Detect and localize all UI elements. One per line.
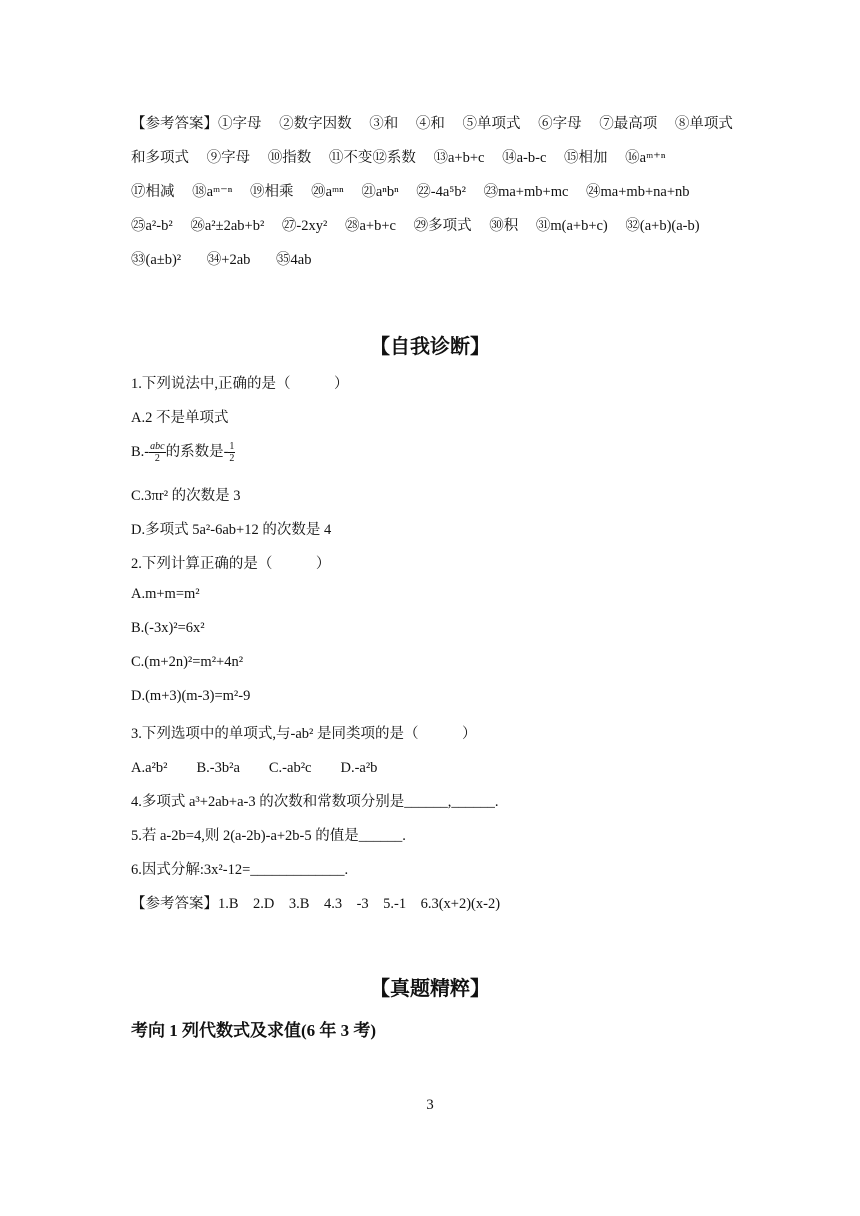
question-1-option-a: A.2 不是单项式 bbox=[131, 410, 229, 426]
answer-item: ㉒-4a⁵b² bbox=[416, 184, 466, 200]
question-5: 5.若 a-2b=4,则 2(a-2b)-a+2b-5 的值是______. bbox=[131, 828, 406, 844]
reference-answers-row-4 bbox=[131, 214, 700, 235]
answer-item: ②数字因数 bbox=[279, 116, 352, 132]
fraction-1-over-2 bbox=[228, 441, 235, 464]
answer-item: ⑪不变⑫系数 bbox=[328, 150, 416, 166]
option-b-prefix: B.- bbox=[131, 444, 150, 460]
question-6: 6.因式分解:3x²-12=_____________. bbox=[131, 862, 349, 878]
answer-item: ㉘a+b+c bbox=[344, 218, 396, 234]
option-b-middle: 的系数是- bbox=[165, 444, 229, 460]
section-title-exam-highlights: 【真题精粹】 bbox=[370, 978, 490, 1000]
answer-item: ⑧单项式 bbox=[674, 116, 733, 132]
reference-answers-row-3 bbox=[131, 180, 690, 201]
answer-item: ㉙多项式 bbox=[413, 218, 472, 234]
question-1-option-c: C.3πr² 的次数是 3 bbox=[131, 488, 241, 504]
answer-item: 和多项式 bbox=[131, 150, 189, 166]
fraction-denominator: 2 bbox=[229, 453, 235, 465]
answer-item: ㉛m(a+b+c) bbox=[535, 218, 608, 234]
answer-item: ㉜(a+b)(a-b) bbox=[625, 218, 700, 234]
answer-item: ㉗-2xy² bbox=[281, 218, 328, 234]
answer-item: ③和 bbox=[369, 116, 399, 132]
answer-item: ㉞+2ab bbox=[206, 252, 251, 268]
fraction-numerator: abc bbox=[150, 441, 165, 453]
fraction-abc-over-2 bbox=[149, 441, 165, 464]
question-2: 2.下列计算正确的是（ ） bbox=[131, 556, 331, 572]
question-1: 1.下列说法中,正确的是（ ） bbox=[131, 376, 349, 392]
answer-item: ㉑aⁿbⁿ bbox=[361, 184, 399, 200]
fraction-numerator: 1 bbox=[229, 441, 235, 453]
answer-item: ㉟4ab bbox=[276, 252, 312, 268]
question-1-option-b bbox=[131, 440, 235, 464]
answer-item: ㉚积 bbox=[489, 218, 519, 234]
answer-item: ㉓ma+mb+mc bbox=[483, 184, 569, 200]
question-3-options: A.a²b² B.-3b²a C.-ab²c D.-a²b bbox=[131, 760, 378, 776]
answer-item: ⑤单项式 bbox=[462, 116, 521, 132]
answer-item: ㉖a²±2ab+b² bbox=[190, 218, 265, 234]
answer-item: ④和 bbox=[415, 116, 445, 132]
answer-item: ㉝(a±b)² bbox=[131, 252, 182, 268]
answer-item: ⑳aᵐⁿ bbox=[311, 184, 344, 200]
question-2-option-d: D.(m+3)(m-3)=m²-9 bbox=[131, 688, 251, 704]
answer-item: ㉔ma+mb+na+nb bbox=[586, 184, 690, 200]
answer-item: ⑭a-b-c bbox=[502, 150, 547, 166]
section-title-self-diagnosis: 【自我诊断】 bbox=[370, 336, 490, 358]
answer-item: ⑬a+b+c bbox=[433, 150, 485, 166]
answer-item: ⑩指数 bbox=[267, 150, 312, 166]
answer-key: 【参考答案】1.B 2.D 3.B 4.3 -3 5.-1 6.3(x+2)(x-2) bbox=[131, 896, 501, 912]
page-number: 3 bbox=[426, 1097, 434, 1113]
answer-item: ⑨字母 bbox=[206, 150, 251, 166]
answer-item: ⑰相减 bbox=[131, 184, 175, 200]
question-3: 3.下列选项中的单项式,与-ab² 是同类项的是（ ） bbox=[131, 726, 477, 742]
question-2-option-c: C.(m+2n)²=m²+4n² bbox=[131, 654, 244, 670]
question-1-option-d: D.多项式 5a²-6ab+12 的次数是 4 bbox=[131, 522, 332, 538]
answer-item: ⑱aᵐ⁻ⁿ bbox=[192, 184, 233, 200]
reference-answers-row-5 bbox=[131, 248, 311, 269]
reference-answers-row-1 bbox=[131, 112, 733, 133]
answer-item: ⑲相乘 bbox=[250, 184, 294, 200]
question-4: 4.多项式 a³+2ab+a-3 的次数和常数项分别是______,______. bbox=[131, 794, 499, 810]
answer-item: ⑮相加 bbox=[564, 150, 608, 166]
fraction-denominator: 2 bbox=[154, 453, 160, 465]
answer-item: ⑥字母 bbox=[538, 116, 582, 132]
answer-item: ⑦最高项 bbox=[599, 116, 658, 132]
topic-heading: 考向 1 列代数式及求值(6 年 3 考) bbox=[131, 1021, 377, 1040]
answer-item: 【参考答案】①字母 bbox=[131, 116, 262, 132]
reference-answers-row-2 bbox=[131, 146, 665, 167]
question-2-option-b: B.(-3x)²=6x² bbox=[131, 620, 205, 636]
answer-item: ⑯aᵐ⁺ⁿ bbox=[625, 150, 666, 166]
answer-item: ㉕a²-b² bbox=[131, 218, 173, 234]
question-2-option-a: A.m+m=m² bbox=[131, 586, 200, 602]
